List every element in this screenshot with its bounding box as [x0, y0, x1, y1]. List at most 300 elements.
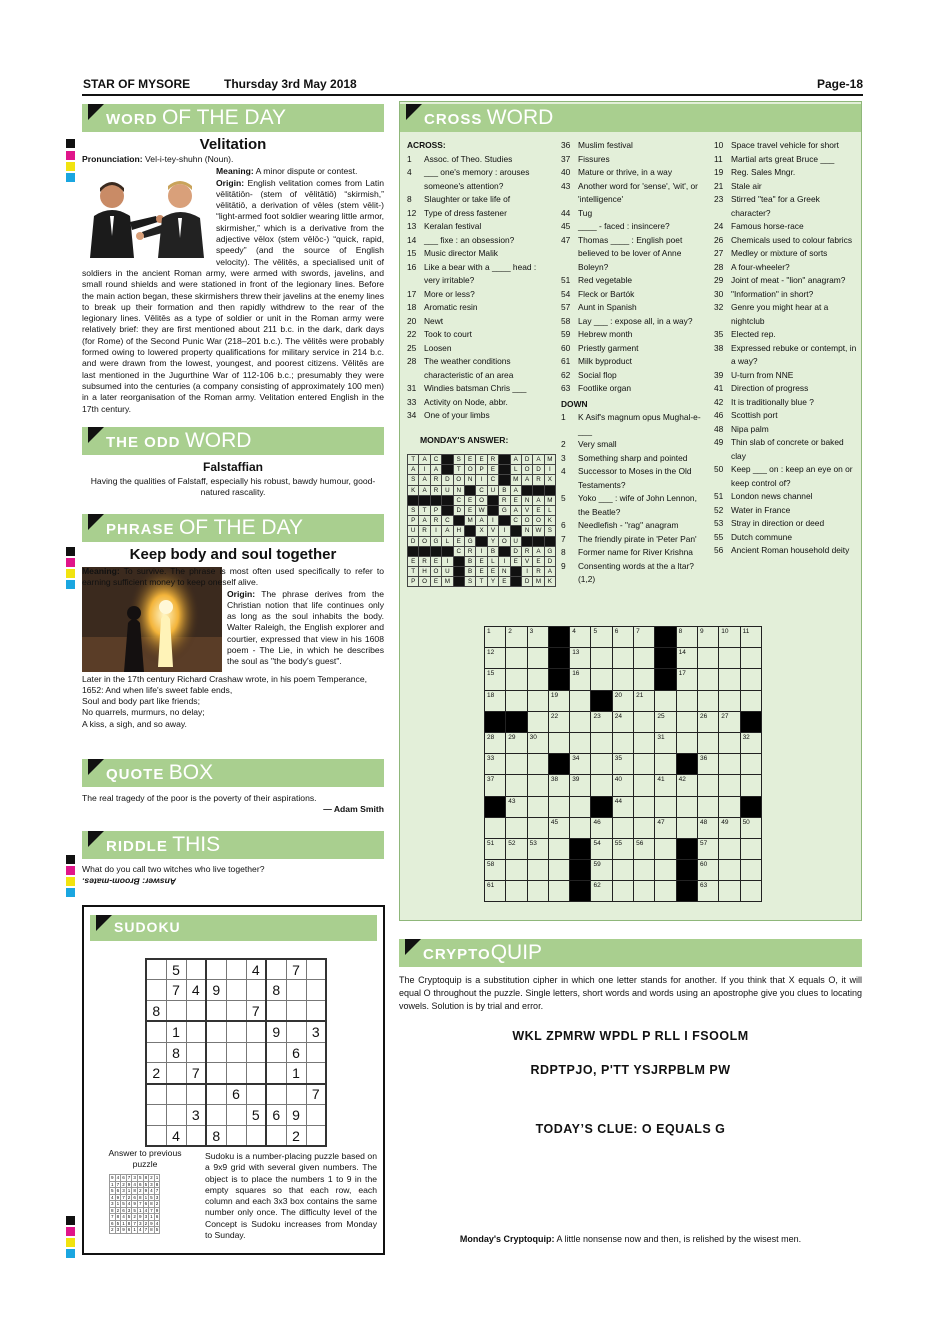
crossword-cell[interactable]: [612, 648, 633, 669]
clue-item: 44 Tug: [561, 207, 593, 218]
crossword-cell[interactable]: 53: [527, 838, 548, 859]
crossword-cell[interactable]: [506, 775, 527, 796]
crossword-cell[interactable]: 20: [612, 690, 633, 711]
sudoku-cell[interactable]: 8: [166, 1042, 186, 1063]
sudoku-cell[interactable]: [206, 959, 226, 980]
clue-item: 39 U-turn from NNE: [714, 369, 794, 380]
clue-heading: DOWN: [561, 398, 588, 409]
crossword-cell[interactable]: 29: [506, 732, 527, 753]
crossword-cell[interactable]: 23: [591, 711, 612, 732]
crossword-cell[interactable]: 35: [612, 754, 633, 775]
sudoku-cell[interactable]: 4: [166, 1125, 186, 1146]
crossword-cell[interactable]: [634, 711, 655, 732]
crossword-cell[interactable]: [548, 860, 569, 881]
crossword-cell[interactable]: [548, 648, 569, 669]
crossword-cell[interactable]: 39: [570, 775, 591, 796]
crossword-cell[interactable]: [527, 690, 548, 711]
sudoku-cell[interactable]: [226, 1125, 246, 1146]
mini-cell: C: [442, 516, 453, 526]
mini-cell: E: [464, 495, 475, 505]
crossword-cell[interactable]: [655, 669, 676, 690]
crossword-cell[interactable]: [634, 796, 655, 817]
crossword-cell[interactable]: [676, 796, 697, 817]
crossword-cell[interactable]: [527, 817, 548, 838]
crossword-cell[interactable]: [740, 648, 761, 669]
sudoku-cell[interactable]: [206, 1084, 226, 1105]
sudoku-cell[interactable]: [266, 1001, 286, 1022]
crossword-cell[interactable]: [591, 669, 612, 690]
crossword-cell[interactable]: [740, 754, 761, 775]
crossword-cell[interactable]: [612, 860, 633, 881]
crossword-cell[interactable]: [570, 860, 591, 881]
sudoku-cell[interactable]: [146, 1021, 166, 1042]
sudoku-cell[interactable]: [186, 1125, 206, 1146]
sudoku-cell[interactable]: [306, 1001, 326, 1022]
sudoku-cell[interactable]: [306, 1063, 326, 1084]
clue-item: 51 Red vegetable: [561, 275, 633, 285]
prev-sudoku-cell: 3: [155, 1194, 159, 1200]
crossword-cell[interactable]: [697, 732, 718, 753]
sudoku-cell[interactable]: [206, 1063, 226, 1084]
sudoku-cell[interactable]: [306, 980, 326, 1001]
sudoku-cell[interactable]: [266, 1063, 286, 1084]
crossword-cell[interactable]: 8: [676, 627, 697, 648]
crossword-cell[interactable]: 56: [634, 838, 655, 859]
crossword-cell[interactable]: [506, 669, 527, 690]
crossword-cell[interactable]: [740, 690, 761, 711]
section-band: CROSS WORD: [400, 104, 861, 132]
sudoku-cell[interactable]: [166, 1063, 186, 1084]
sudoku-cell[interactable]: [206, 1021, 226, 1042]
clue-item: 8 Slaughter or take life of: [407, 194, 511, 204]
crossword-cell[interactable]: 61: [485, 881, 506, 902]
sudoku-cell[interactable]: [286, 1084, 306, 1105]
crossword-cell[interactable]: [697, 796, 718, 817]
crossword-cell[interactable]: [591, 775, 612, 796]
sudoku-cell[interactable]: [186, 1042, 206, 1063]
sudoku-cell[interactable]: [226, 1001, 246, 1022]
crossword-cell[interactable]: [740, 881, 761, 902]
sudoku-cell[interactable]: [246, 1042, 266, 1063]
crossword-cell[interactable]: [740, 711, 761, 732]
crossword-cell[interactable]: [676, 711, 697, 732]
crossword-cell[interactable]: 43: [506, 796, 527, 817]
sudoku-cell[interactable]: [306, 959, 326, 980]
crossword-cell[interactable]: [634, 817, 655, 838]
sudoku-cell[interactable]: [266, 1125, 286, 1146]
sudoku-cell[interactable]: [266, 1084, 286, 1105]
crossword-cell[interactable]: [612, 732, 633, 753]
sudoku-cell[interactable]: 7: [166, 980, 186, 1001]
prev-sudoku-cell: 6: [116, 1188, 120, 1194]
crossword-grid: [484, 626, 762, 902]
prev-sudoku-cell: 8: [150, 1227, 153, 1233]
prev-sudoku-cell: 9: [150, 1220, 153, 1226]
mini-cell: O: [499, 536, 510, 546]
crossword-cell[interactable]: 48: [697, 817, 718, 838]
crossword-cell[interactable]: 11: [740, 627, 761, 648]
crossword-cell[interactable]: [612, 881, 633, 902]
crossword-cell[interactable]: [634, 775, 655, 796]
crossword-cell[interactable]: [655, 690, 676, 711]
sudoku-cell[interactable]: 8: [266, 980, 286, 1001]
prev-sudoku-cell: 3: [111, 1201, 114, 1207]
crossword-cell[interactable]: 50: [740, 817, 761, 838]
clue-item: 6 Needlefish - "rag" anagram: [561, 520, 679, 530]
crossword-cell[interactable]: 37: [485, 775, 506, 796]
crossword-cell[interactable]: 7: [634, 627, 655, 648]
sudoku-cell[interactable]: [206, 1042, 226, 1063]
sudoku-cell[interactable]: 1: [286, 1063, 306, 1084]
mini-cell: E: [510, 556, 521, 566]
sudoku-cell[interactable]: 1: [166, 1021, 186, 1042]
section-band: QUOTE BOX: [82, 759, 384, 787]
crossword-cell[interactable]: [570, 817, 591, 838]
crossword-cell[interactable]: [570, 796, 591, 817]
crossword-cell[interactable]: [719, 796, 740, 817]
sudoku-cell[interactable]: [306, 1105, 326, 1126]
crossword-cell[interactable]: 14: [676, 648, 697, 669]
prev-sudoku-cell: 7: [150, 1207, 153, 1213]
crossword-cell[interactable]: 59: [591, 860, 612, 881]
crossword-cell[interactable]: 55: [612, 838, 633, 859]
crossword-cell[interactable]: [506, 690, 527, 711]
sudoku-cell[interactable]: 7: [246, 1001, 266, 1022]
crossword-cell[interactable]: 6: [612, 627, 633, 648]
crossword-cell[interactable]: 24: [612, 711, 633, 732]
crossword-cell[interactable]: [655, 754, 676, 775]
crossword-cell[interactable]: [570, 711, 591, 732]
sudoku-cell[interactable]: [186, 1021, 206, 1042]
mini-cell: R: [533, 475, 544, 485]
mini-cell: B: [464, 567, 475, 577]
sudoku-cell[interactable]: 2: [146, 1063, 166, 1084]
crossword-cell[interactable]: [697, 648, 718, 669]
crossword-cell[interactable]: [634, 860, 655, 881]
sudoku-cell[interactable]: [286, 980, 306, 1001]
crossword-cell[interactable]: [719, 690, 740, 711]
crossword-cell[interactable]: [527, 860, 548, 881]
crossword-cell[interactable]: [655, 860, 676, 881]
crossword-cell[interactable]: 13: [570, 648, 591, 669]
issue-date: Thursday 3rd May 2018: [224, 77, 357, 91]
crossword-cell[interactable]: 5: [591, 627, 612, 648]
sudoku-cell[interactable]: [226, 1042, 246, 1063]
crossword-cell[interactable]: [655, 648, 676, 669]
crossword-cell[interactable]: [527, 775, 548, 796]
crossword-cell[interactable]: 49: [719, 817, 740, 838]
sudoku-cell[interactable]: [166, 1001, 186, 1022]
prev-sudoku-cell: 2: [111, 1227, 114, 1233]
crossword-cell[interactable]: 38: [548, 775, 569, 796]
crossword-cell[interactable]: [506, 711, 527, 732]
sudoku-cell[interactable]: [166, 1105, 186, 1126]
crossword-cell[interactable]: 17: [676, 669, 697, 690]
crossword-cell[interactable]: [719, 754, 740, 775]
crossword-cell[interactable]: 31: [655, 732, 676, 753]
mini-cell: N: [453, 485, 464, 495]
crossword-cell[interactable]: [655, 838, 676, 859]
sudoku-cell[interactable]: 9: [286, 1105, 306, 1126]
crossword-cell[interactable]: [591, 754, 612, 775]
sudoku-cell[interactable]: [146, 980, 166, 1001]
crossword-cell[interactable]: [676, 881, 697, 902]
sudoku-cell[interactable]: [146, 1084, 166, 1105]
crossword-cell[interactable]: [570, 732, 591, 753]
crossword-cell[interactable]: [506, 648, 527, 669]
mini-cell: D: [408, 536, 419, 546]
crossword-cell[interactable]: [719, 838, 740, 859]
prev-sudoku-cell: 7: [133, 1220, 136, 1226]
mini-cell: E: [430, 556, 441, 566]
crossword-cell[interactable]: [570, 690, 591, 711]
sudoku-cell[interactable]: [226, 980, 246, 1001]
crossword-cell[interactable]: 28: [485, 732, 506, 753]
crossword-cell[interactable]: 1: [485, 627, 506, 648]
sudoku-cell[interactable]: [226, 959, 246, 980]
mini-cell: [544, 485, 555, 495]
sudoku-cell[interactable]: [246, 980, 266, 1001]
crossword-cell[interactable]: [506, 817, 527, 838]
crossword-cell[interactable]: [506, 860, 527, 881]
crossword-cell[interactable]: [548, 796, 569, 817]
crossword-cell[interactable]: [719, 732, 740, 753]
sudoku-cell[interactable]: [146, 959, 166, 980]
crossword-cell[interactable]: 52: [506, 838, 527, 859]
prev-sudoku-cell: 9: [133, 1201, 136, 1207]
cipher-line-2: RDPTPJO, P'TT YSJRPBLM PW: [530, 1063, 731, 1077]
sudoku-cell[interactable]: [226, 1063, 246, 1084]
crossword-cell[interactable]: [527, 796, 548, 817]
crossword-cell[interactable]: 25: [655, 711, 676, 732]
sudoku-cell[interactable]: 7: [286, 959, 306, 980]
sudoku-cell[interactable]: [266, 1042, 286, 1063]
sudoku-cell[interactable]: 4: [246, 959, 266, 980]
crossword-cell[interactable]: 42: [676, 775, 697, 796]
crossword-cell[interactable]: [719, 669, 740, 690]
crossword-cell[interactable]: 57: [697, 838, 718, 859]
crossword-cell[interactable]: [719, 775, 740, 796]
crossword-cell[interactable]: 60: [697, 860, 718, 881]
sudoku-cell[interactable]: [146, 1105, 166, 1126]
sudoku-cell[interactable]: [266, 959, 286, 980]
crossword-cell[interactable]: [740, 775, 761, 796]
crossword-cell[interactable]: [506, 754, 527, 775]
sudoku-cell[interactable]: [206, 1001, 226, 1022]
crossword-cell[interactable]: 21: [634, 690, 655, 711]
crossword-cell[interactable]: [548, 732, 569, 753]
crossword-cell[interactable]: [655, 627, 676, 648]
crossword-cell[interactable]: [719, 648, 740, 669]
sudoku-cell[interactable]: [286, 1021, 306, 1042]
crossword-cell[interactable]: [570, 838, 591, 859]
sudoku-cell[interactable]: [186, 1001, 206, 1022]
crossword-cell[interactable]: [740, 796, 761, 817]
sudoku-cell[interactable]: 3: [306, 1021, 326, 1042]
mini-cell: [408, 546, 419, 556]
crossword-cell[interactable]: [527, 711, 548, 732]
crossword-cell[interactable]: [634, 648, 655, 669]
prev-sudoku-cell: 7: [111, 1214, 114, 1220]
crossword-cell[interactable]: 40: [612, 775, 633, 796]
phrase-headline: Keep body and soul together: [129, 546, 337, 563]
mini-cell: Y: [487, 577, 498, 587]
crossword-cell[interactable]: [506, 881, 527, 902]
crossword-cell[interactable]: [548, 627, 569, 648]
crossword-cell[interactable]: [676, 817, 697, 838]
sudoku-cell[interactable]: [246, 1063, 266, 1084]
crossword-cell[interactable]: [634, 669, 655, 690]
crossword-cell[interactable]: 47: [655, 817, 676, 838]
crossword-cell[interactable]: [634, 754, 655, 775]
crossword-cell[interactable]: 46: [591, 817, 612, 838]
crossword-cell[interactable]: 63: [697, 881, 718, 902]
crossword-cell[interactable]: [676, 754, 697, 775]
sudoku-cell[interactable]: [146, 1042, 166, 1063]
sudoku-cell[interactable]: [146, 1125, 166, 1146]
crossword-cell[interactable]: [527, 669, 548, 690]
section-band: WORD OF THE DAY: [82, 104, 384, 132]
sudoku-cell[interactable]: [286, 1001, 306, 1022]
crossword-cell[interactable]: [697, 669, 718, 690]
crossword-cell[interactable]: 44: [612, 796, 633, 817]
clue-item: 11 Martial arts great Bruce ___: [714, 153, 835, 164]
sudoku-cell[interactable]: [246, 1125, 266, 1146]
crossword-cell[interactable]: [527, 648, 548, 669]
mini-cell: E: [476, 567, 487, 577]
crossword-cell[interactable]: 33: [485, 754, 506, 775]
crossword-cell[interactable]: [697, 690, 718, 711]
sudoku-cell[interactable]: 5: [246, 1105, 266, 1126]
prev-sudoku-cell: 2: [122, 1181, 125, 1187]
mini-cell: P: [408, 577, 419, 587]
sudoku-cell[interactable]: 8: [146, 1001, 166, 1022]
sudoku-cell[interactable]: [166, 1084, 186, 1105]
sudoku-cell[interactable]: 4: [186, 980, 206, 1001]
sudoku-cell[interactable]: 7: [306, 1084, 326, 1105]
clue-item: 7 The friendly pirate in 'Peter Pan': [561, 533, 697, 544]
crossword-cell[interactable]: [634, 881, 655, 902]
sudoku-cell[interactable]: 2: [286, 1125, 306, 1146]
crossword-cell[interactable]: 19: [548, 690, 569, 711]
mini-cell: K: [408, 485, 419, 495]
sudoku-cell[interactable]: 6: [226, 1084, 246, 1105]
crossword-cell[interactable]: 18: [485, 690, 506, 711]
crossword-cell[interactable]: 30: [527, 732, 548, 753]
sudoku-cell[interactable]: [206, 1105, 226, 1126]
crossword-cell[interactable]: 27: [719, 711, 740, 732]
crossword-cell[interactable]: 32: [740, 732, 761, 753]
crossword-cell[interactable]: [548, 881, 569, 902]
prev-sudoku-cell: 5: [144, 1181, 148, 1187]
crossword-cell[interactable]: [591, 796, 612, 817]
mini-cell: O: [419, 577, 430, 587]
mini-cell: A: [408, 465, 419, 475]
crossword-cell[interactable]: [591, 690, 612, 711]
crossword-cell[interactable]: 58: [485, 860, 506, 881]
crossword-cell[interactable]: [485, 817, 506, 838]
crossword-cell[interactable]: [676, 838, 697, 859]
crossword-cell[interactable]: [548, 838, 569, 859]
crossword-cell[interactable]: [634, 732, 655, 753]
crossword-cell[interactable]: 4: [570, 627, 591, 648]
crossword-cell[interactable]: [719, 860, 740, 881]
crossword-cell[interactable]: [591, 648, 612, 669]
crossword-cell[interactable]: 54: [591, 838, 612, 859]
crossword-cell[interactable]: 10: [719, 627, 740, 648]
previous-sudoku-answer: [109, 1174, 160, 1234]
crossword-cell[interactable]: [485, 796, 506, 817]
sudoku-cell[interactable]: [246, 1084, 266, 1105]
sudoku-cell[interactable]: 7: [186, 1063, 206, 1084]
crossword-cell[interactable]: [697, 775, 718, 796]
crossword-cell[interactable]: [676, 860, 697, 881]
crossword-cell[interactable]: 2: [506, 627, 527, 648]
crossword-cell[interactable]: [740, 860, 761, 881]
sudoku-cell[interactable]: [186, 959, 206, 980]
crossword-cell[interactable]: 41: [655, 775, 676, 796]
crossword-cell[interactable]: [612, 817, 633, 838]
sudoku-cell[interactable]: [226, 1105, 246, 1126]
crossword-cell[interactable]: [527, 881, 548, 902]
crossword-cell[interactable]: [548, 669, 569, 690]
crossword-cell[interactable]: [719, 881, 740, 902]
sudoku-cell[interactable]: 8: [206, 1125, 226, 1146]
crossword-cell[interactable]: [527, 754, 548, 775]
crossword-cell[interactable]: 15: [485, 669, 506, 690]
crossword-cell[interactable]: 12: [485, 648, 506, 669]
sudoku-cell[interactable]: 6: [266, 1105, 286, 1126]
clue-item: 57 Aunt in Spanish: [561, 302, 637, 312]
crossword-cell[interactable]: [591, 732, 612, 753]
sudoku-cell[interactable]: 9: [206, 980, 226, 1001]
sudoku-cell[interactable]: 5: [166, 959, 186, 980]
crossword-cell[interactable]: [612, 669, 633, 690]
crossword-cell[interactable]: 51: [485, 838, 506, 859]
clue-item: 56 Ancient Roman household deity: [714, 545, 850, 555]
sudoku-cell[interactable]: [186, 1084, 206, 1105]
crossword-cell[interactable]: [570, 881, 591, 902]
crossword-cell[interactable]: 45: [548, 817, 569, 838]
sudoku-cell[interactable]: 6: [286, 1042, 306, 1063]
crossword-cell[interactable]: 3: [527, 627, 548, 648]
sudoku-cell[interactable]: [226, 1021, 246, 1042]
mini-cell: L: [510, 465, 521, 475]
crossword-cell[interactable]: [740, 838, 761, 859]
crossword-cell[interactable]: [676, 690, 697, 711]
crossword-cell[interactable]: [655, 796, 676, 817]
crossword-cell[interactable]: [740, 669, 761, 690]
crossword-cell[interactable]: [676, 732, 697, 753]
crossword-cell[interactable]: 34: [570, 754, 591, 775]
sudoku-cell[interactable]: 9: [266, 1021, 286, 1042]
sudoku-cell[interactable]: [306, 1042, 326, 1063]
crossword-cell[interactable]: 22: [548, 711, 569, 732]
crossword-cell[interactable]: 16: [570, 669, 591, 690]
crossword-cell[interactable]: [655, 881, 676, 902]
crossword-cell[interactable]: 36: [697, 754, 718, 775]
sudoku-cell[interactable]: 3: [186, 1105, 206, 1126]
crossword-cell[interactable]: [548, 754, 569, 775]
crossword-cell[interactable]: 9: [697, 627, 718, 648]
sudoku-cell[interactable]: [246, 1021, 266, 1042]
crossword-cell[interactable]: [485, 711, 506, 732]
mini-cell: R: [464, 546, 475, 556]
crossword-cell[interactable]: 62: [591, 881, 612, 902]
crossword-cell[interactable]: 26: [697, 711, 718, 732]
prev-sudoku-cell: 3: [138, 1220, 142, 1226]
sudoku-cell[interactable]: [306, 1125, 326, 1146]
